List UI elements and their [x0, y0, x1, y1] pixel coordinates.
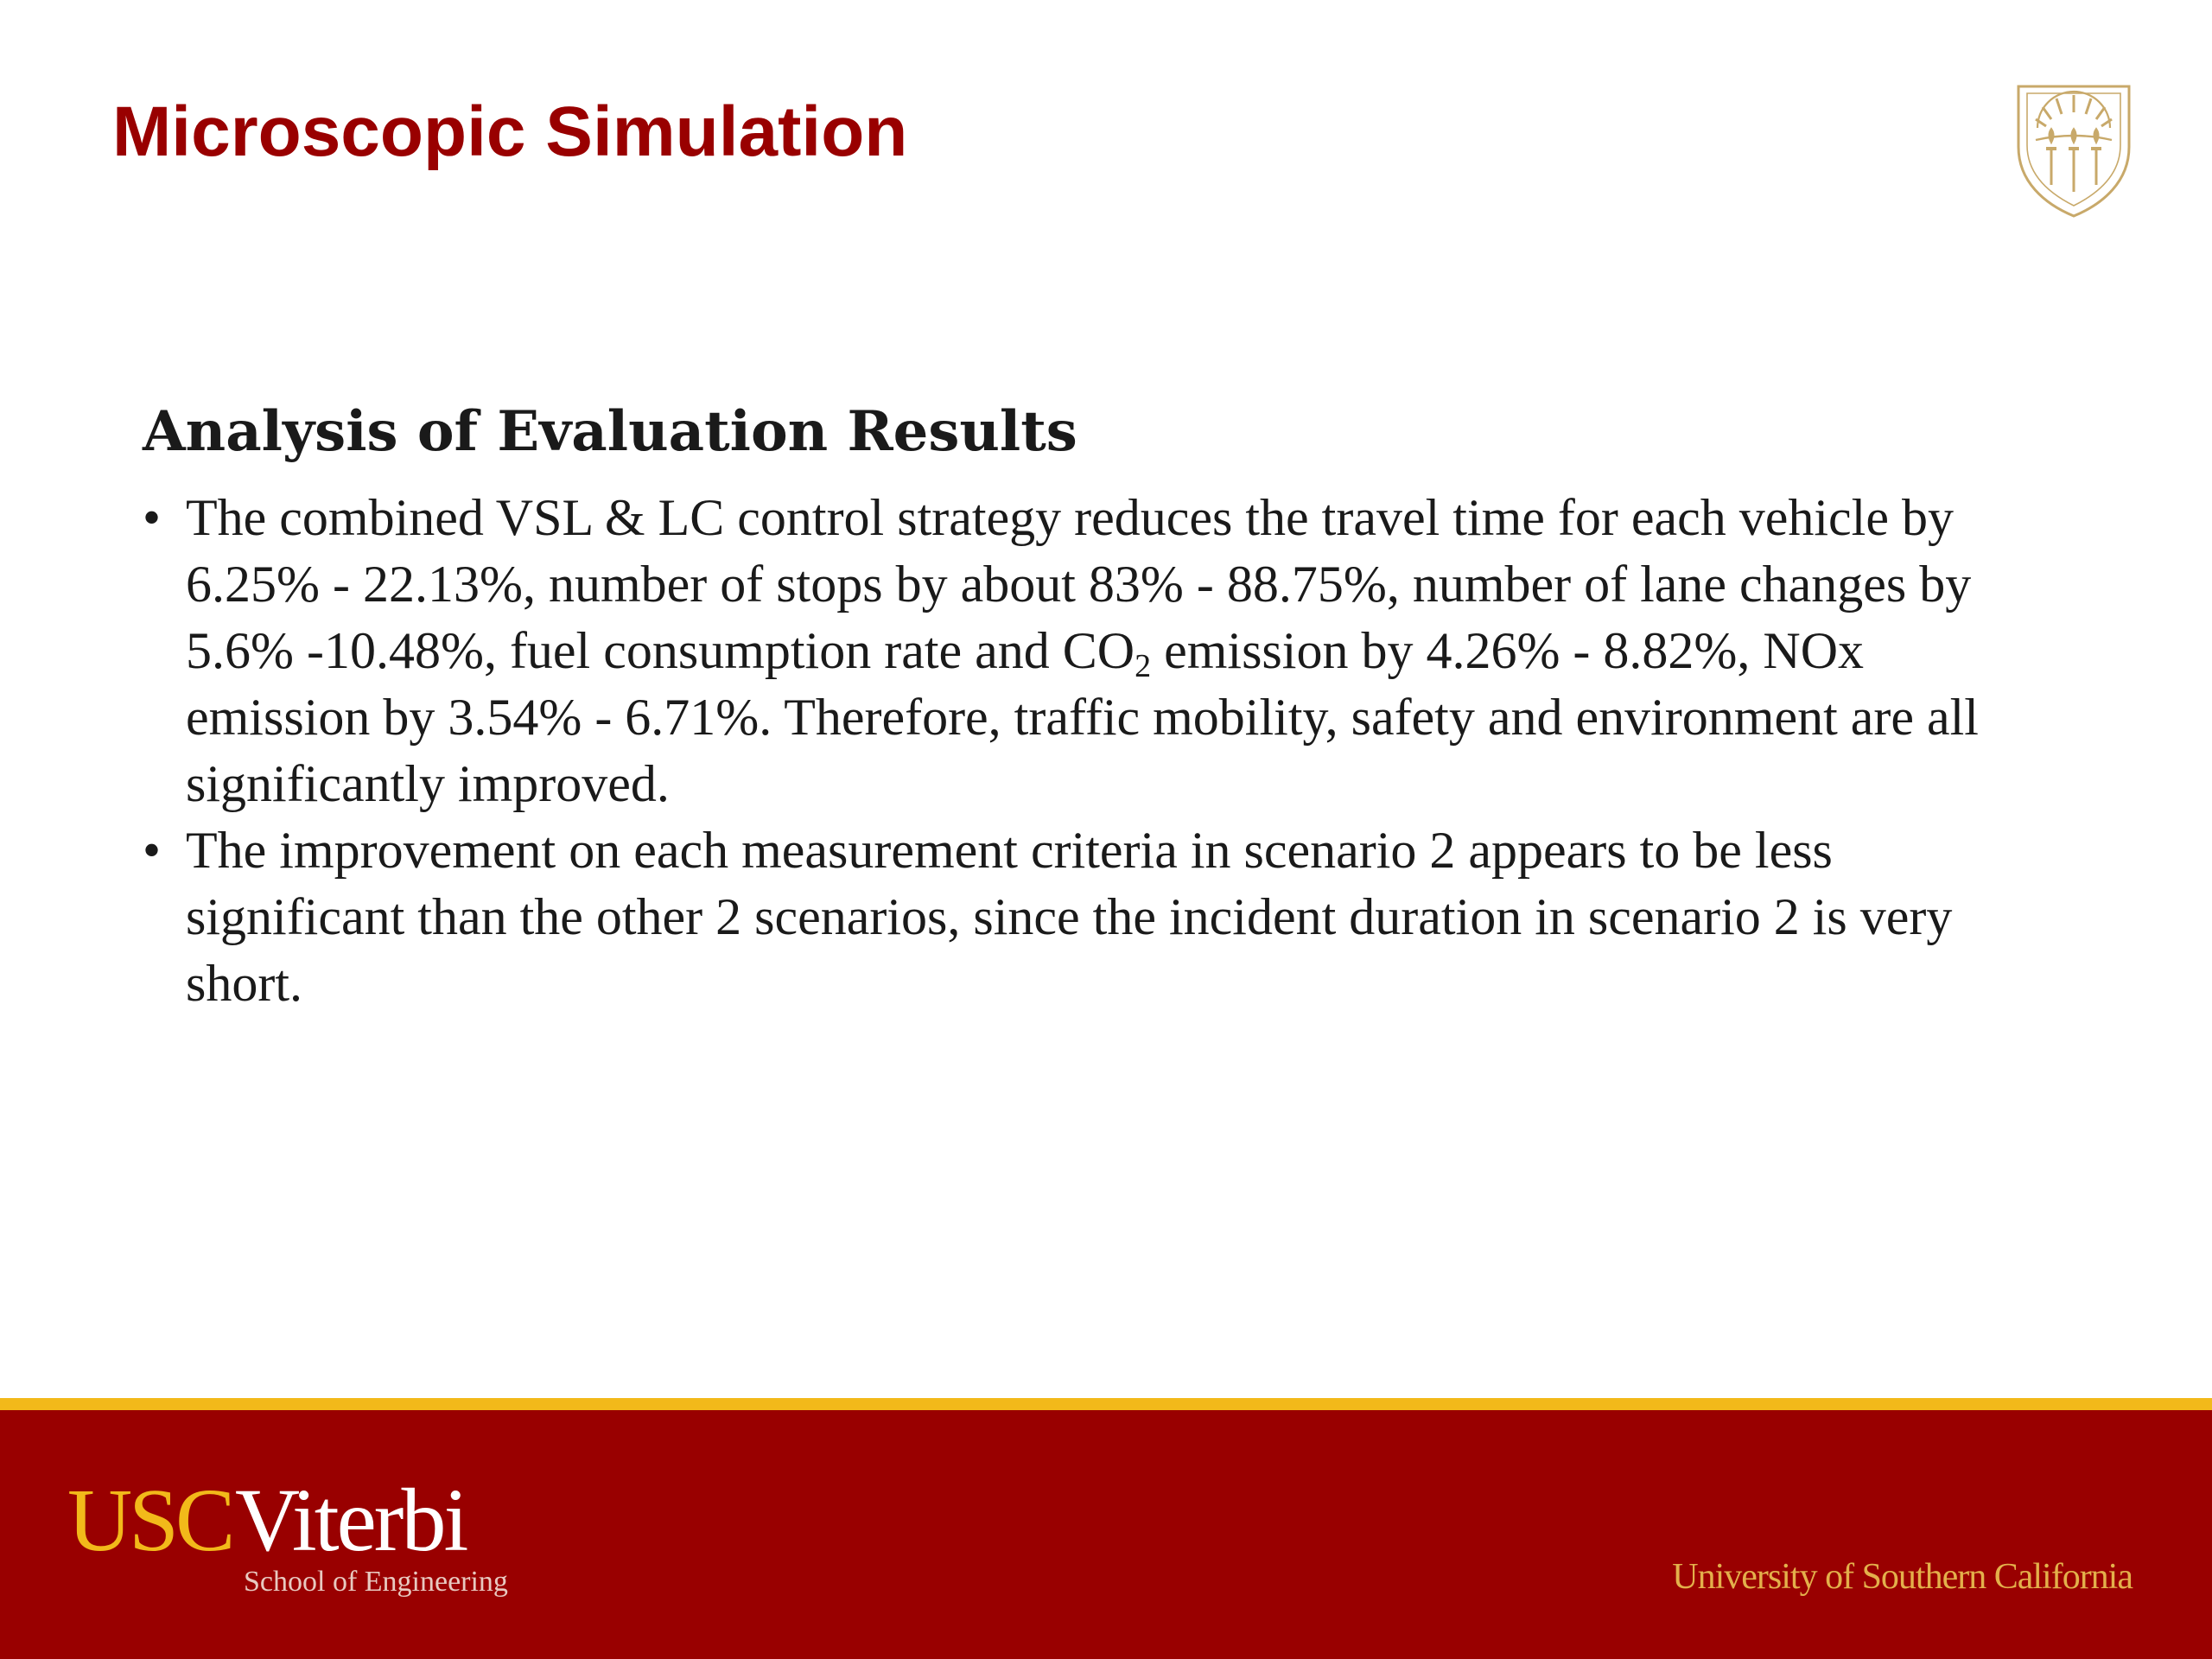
bullet-list: [143, 485, 2009, 1017]
bullet-item: [143, 485, 2009, 817]
content-area: [143, 399, 2009, 1017]
bullet-item: [143, 817, 2009, 1017]
bullet-text: The improvement on each measurement criteria in scenario 2 appears to be less significant than the other 2 scenarios, since the incident duration in scenario 2 is very short.: [186, 821, 1953, 1012]
footer-university-name: University of Southern California: [1672, 1557, 2133, 1597]
co2-subscript: 2: [1135, 647, 1152, 684]
bullet-glyph: •: [143, 821, 162, 879]
footer-logo-viterbi: Viterbi: [235, 1471, 467, 1570]
bullet-text: The combined VSL & LC control strategy reduces the travel time for each vehicle by 6.25% - 22.13%, number of stops by about 83% - 88.75%, number of lane changes by 5.6% -10.48%, fuel consumption rate and CO: [186, 488, 1972, 679]
bullet-text-continued: emission by 4.26% - 8.82%, NOx emission by 3.54% - 6.71%. Therefore, traffic mobility, safety and environment are all significantly improved.: [186, 621, 1979, 812]
footer-logo-usc: USC: [67, 1471, 232, 1570]
footer-school-name: School of Engineering: [244, 1566, 508, 1598]
bullet-glyph: •: [143, 488, 162, 546]
footer-gold-rule: [0, 1398, 2212, 1410]
footer-bar: [0, 1410, 2212, 1659]
usc-seal-icon: [2013, 74, 2134, 219]
slide-title: Microscopic Simulation: [112, 92, 908, 171]
section-heading: Analysis of Evaluation Results: [143, 399, 1077, 464]
